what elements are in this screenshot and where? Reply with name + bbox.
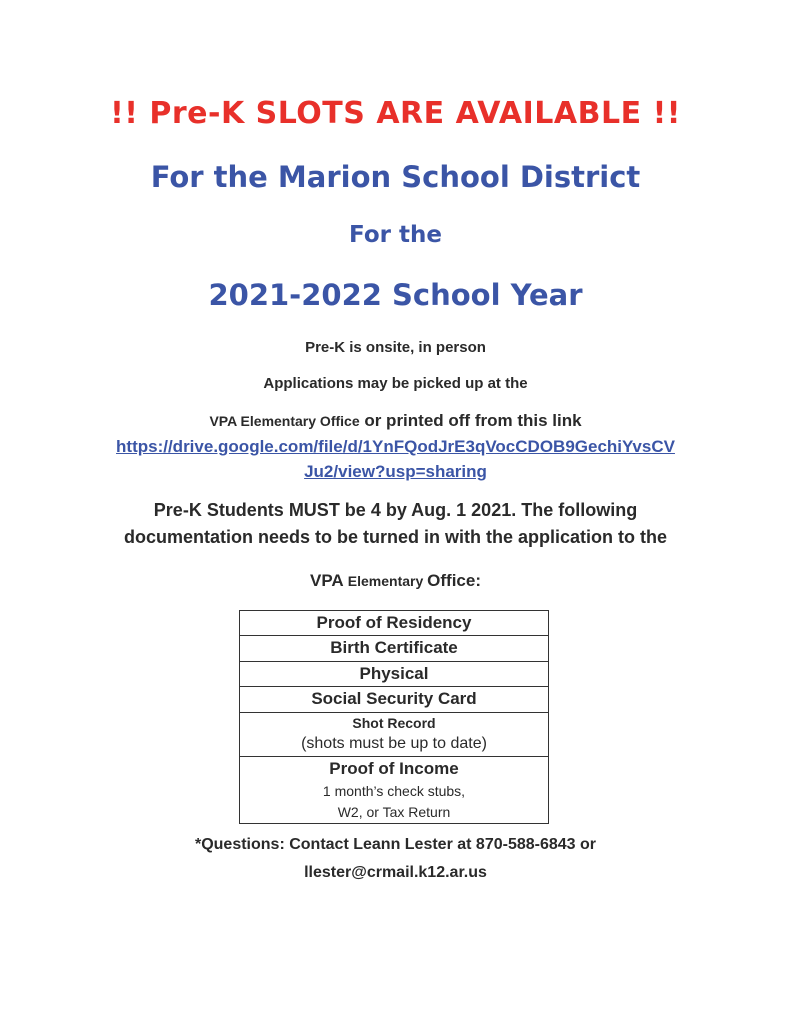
doc-shot-note: (shots must be up to date): [301, 735, 487, 753]
office-line: [0, 411, 791, 431]
district-title: For the Marion School District: [150, 160, 641, 194]
office-name: VPA Elementary Office: [209, 413, 360, 429]
pickup-note: Applications may be picked up at the: [263, 375, 528, 392]
doc-income-note-1: 1 month’s check stubs,: [322, 782, 466, 799]
table-cell: [240, 636, 549, 661]
school-year-title: 2021-2022 School Year: [208, 278, 583, 312]
doc-social-security: Social Security Card: [311, 689, 477, 709]
requirement-line-1: Pre-K Students MUST be 4 by Aug. 1 2021. The following: [153, 500, 638, 520]
table-row: [240, 756, 549, 823]
table-cell: [240, 661, 549, 686]
doc-income-note-2: W2, or Tax Return: [337, 803, 451, 820]
table-row: [240, 611, 549, 636]
print-link-intro: or printed off from this link: [359, 411, 582, 430]
doc-proof-of-income: Proof of Income: [329, 758, 459, 778]
table-cell: [240, 687, 549, 712]
office-word: Office:: [427, 571, 481, 590]
vpa-office-heading: [0, 571, 791, 591]
elementary-word: Elementary: [347, 573, 428, 589]
requirement-line-2: documentation needs to be turned in with the application to the: [123, 527, 667, 547]
headline: !! Pre-K SLOTS ARE AVAILABLE !!: [110, 96, 681, 131]
onsite-note: Pre-K is onsite, in person: [305, 339, 486, 356]
application-link-line-2[interactable]: Ju2/view?usp=sharing: [304, 462, 487, 481]
table-cell: [240, 611, 549, 636]
vpa-word: VPA: [309, 571, 348, 590]
doc-residency: Proof of Residency: [316, 613, 472, 632]
table-cell: [240, 712, 549, 756]
doc-shot-record: Shot Record: [352, 714, 436, 731]
contact-email: llester@crmail.k12.ar.us: [304, 864, 487, 881]
documents-table: [239, 610, 549, 824]
questions-line-1: *Questions: Contact Leann Lester at 870-588-6843 or: [194, 836, 597, 853]
table-row: [240, 687, 549, 712]
doc-physical: Physical: [359, 663, 429, 683]
table-row: [240, 636, 549, 661]
application-link-line-1[interactable]: https://drive.google.com/file/d/1YnFQodJrE3qVocCDOB9GechiYvsCV: [116, 437, 675, 456]
doc-birth-certificate: Birth Certificate: [330, 638, 458, 658]
table-row: [240, 661, 549, 686]
table-cell: [240, 756, 549, 823]
table-row: [240, 712, 549, 756]
for-the-title: For the: [349, 222, 442, 248]
